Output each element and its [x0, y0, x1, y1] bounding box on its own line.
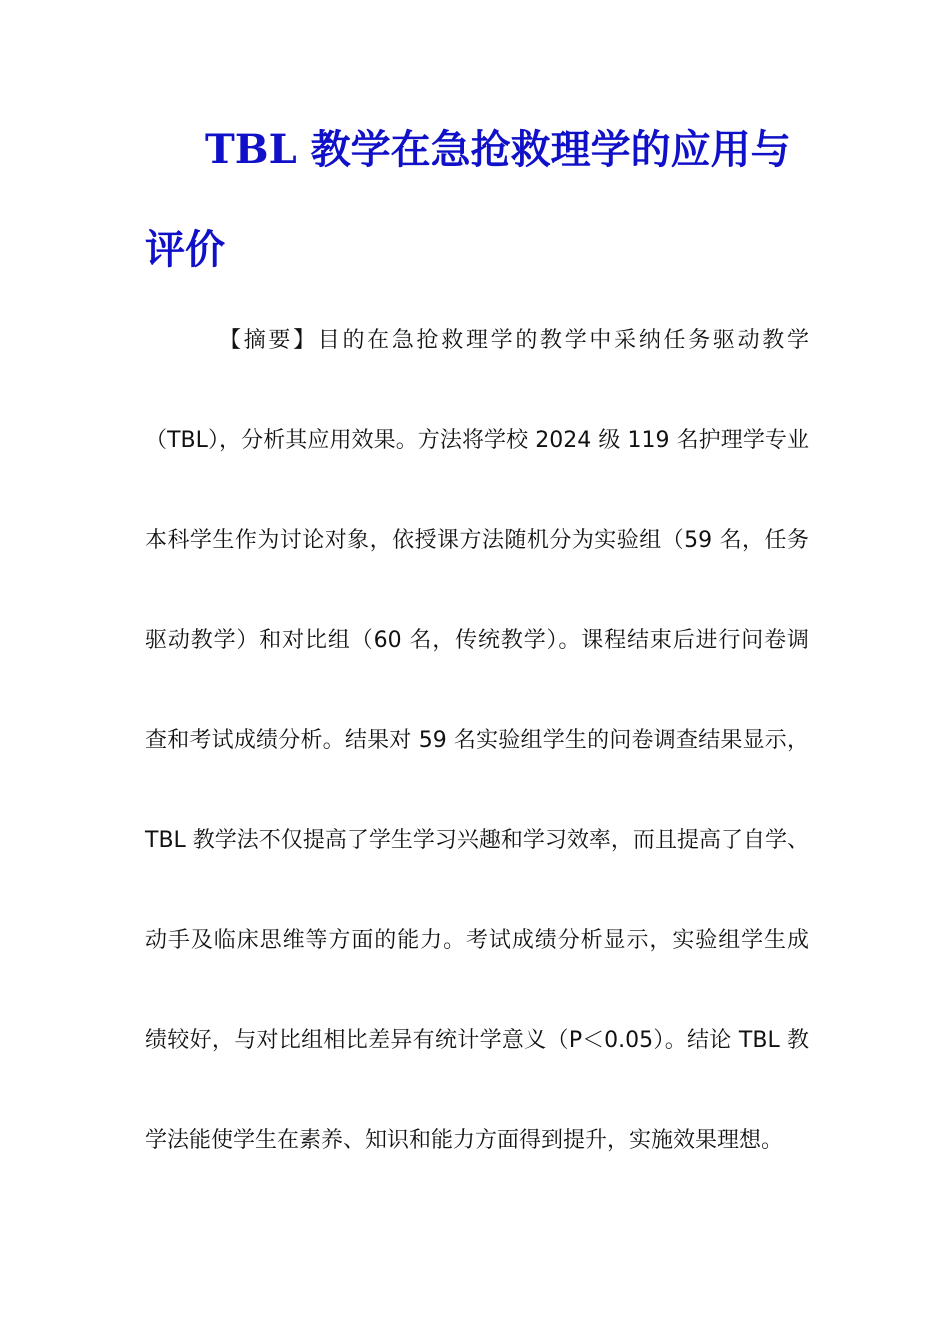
- document-title-line-1: TBL 教学在急抢救理学的应用与: [205, 126, 791, 173]
- abstract-line: 【摘要】目的在急抢救理学的教学中采纳任务驱动教学: [219, 328, 809, 353]
- abstract-line: （TBL），分析其应用效果。方法将学校 2024 级 119 名护理学专业: [145, 428, 809, 453]
- abstract-line: 驱动教学）和对比组（60 名，传统教学）。课程结束后进行问卷调: [145, 628, 809, 653]
- abstract-line: 学法能使学生在素养、知识和能力方面得到提升，实施效果理想。: [145, 1128, 784, 1153]
- abstract-paragraph: [145, 316, 809, 1216]
- abstract-line: TBL 教学法不仅提高了学生学习兴趣和学习效率，而且提高了自学、: [145, 828, 809, 853]
- abstract-line: 本科学生作为讨论对象，依授课方法随机分为实验组（59 名，任务: [145, 528, 809, 553]
- abstract-line: 绩较好，与对比组相比差异有统计学意义（P＜0.05）。结论 TBL 教: [145, 1028, 809, 1053]
- abstract-line: 动手及临床思维等方面的能力。考试成绩分析显示，实验组学生成: [145, 928, 809, 953]
- document-title-line-2: 评价: [145, 226, 225, 273]
- abstract-line: 查和考试成绩分析。结果对 59 名实验组学生的问卷调查结果显示，: [145, 728, 809, 753]
